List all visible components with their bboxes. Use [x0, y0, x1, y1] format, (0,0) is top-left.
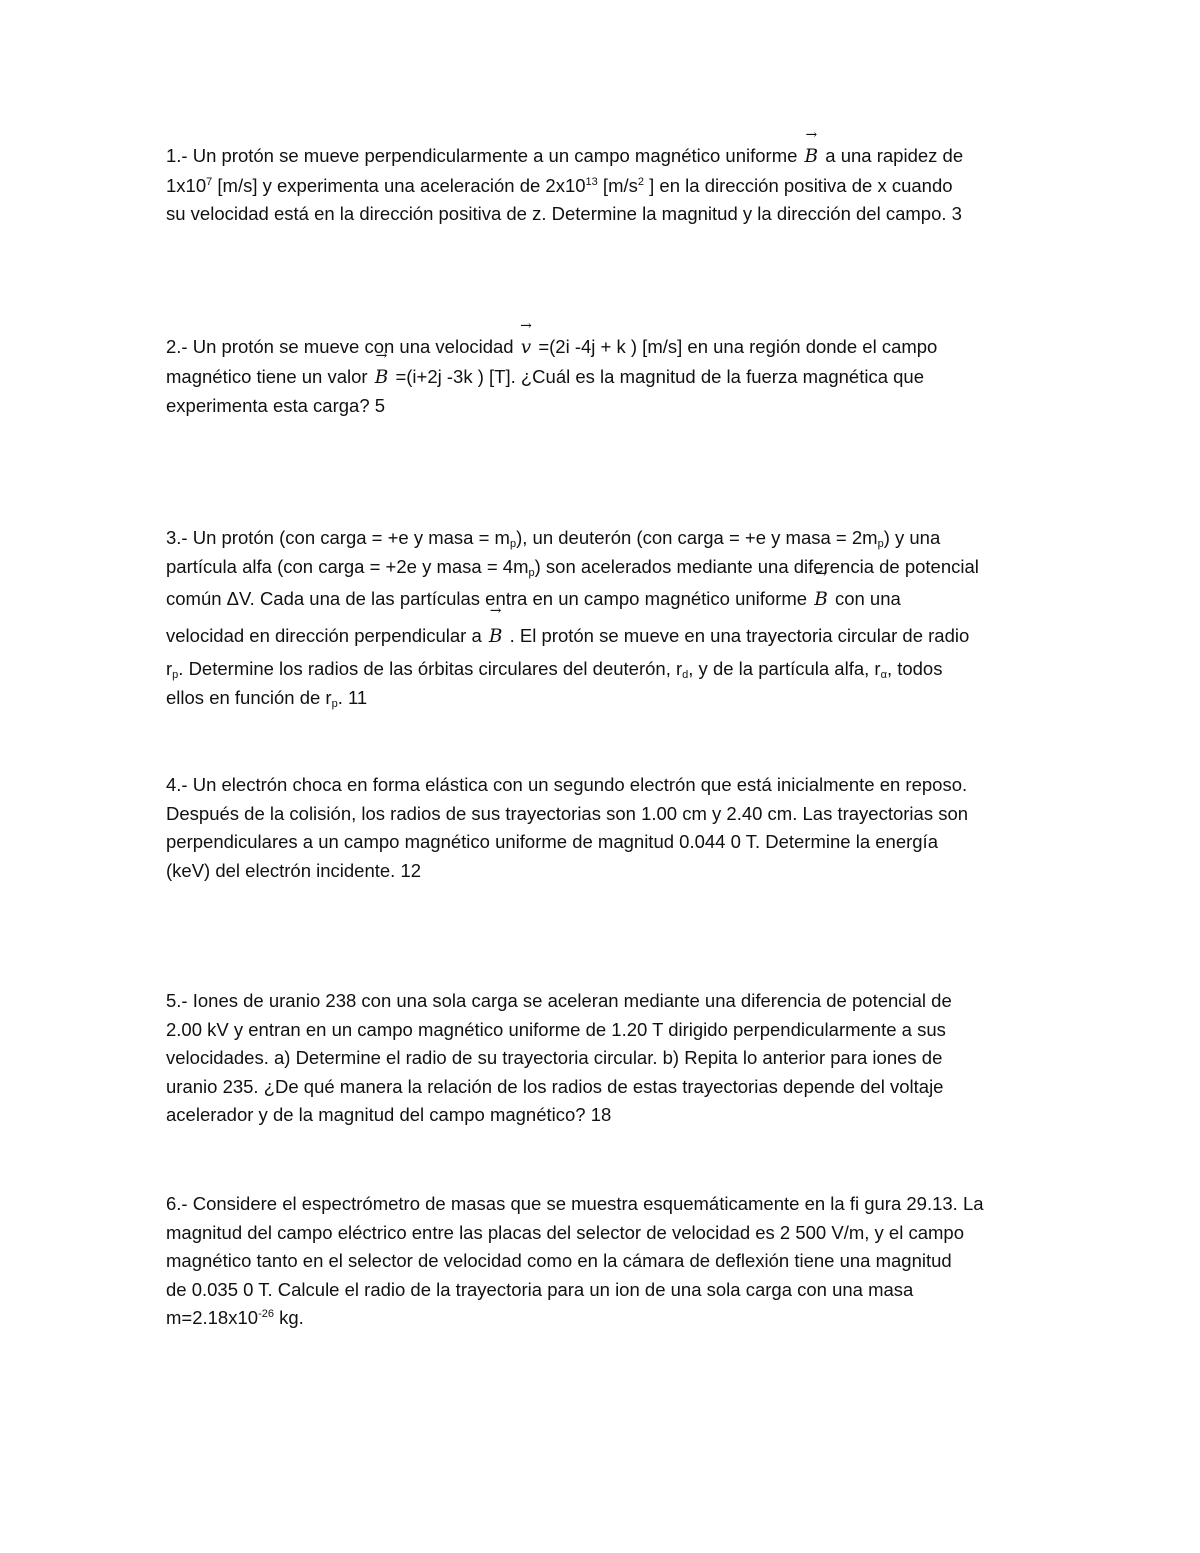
problem-4-line-2: Después de la colisión, los radios de sus trayectorias son 1.00 cm y 2.40 cm. Las trayectorias son	[166, 802, 969, 824]
text-run: . El protón se mueve en una trayectoria circular de radio	[504, 625, 970, 646]
vector-b-symbol: → B	[803, 143, 821, 172]
problem-4-line-3: perpendiculares a un campo magnético uniforme de magnitud 0.044 0 T. Determine la energía	[166, 831, 938, 852]
problem-1-line-1	[166, 142, 1046, 172]
subscript: p	[331, 697, 338, 710]
text-run: 3.- Un protón (con carga = +e y masa = m	[166, 527, 510, 548]
text-run: magnético tiene un valor	[166, 365, 373, 387]
text-run: m=2.18x10	[166, 1307, 259, 1328]
subscript: p	[528, 566, 535, 579]
vector-b-symbol: → B	[487, 619, 505, 655]
subscript: p	[877, 538, 884, 550]
problem-6-line-3: magnético tanto en el selector de velocidad como en la cámara de deflexión tiene una magnitud	[166, 1250, 952, 1271]
exponent: 13	[585, 175, 598, 188]
text-run: 2.- Un protón se mueve con una velocidad	[166, 336, 519, 357]
text-run: =(2i -4j + k ) [m/s] en una región donde el campo	[533, 336, 938, 357]
text-run: a una rapidez de	[820, 145, 964, 166]
vector-b-symbol: → B	[812, 582, 830, 618]
problem-6-line-2: magnitud del campo eléctrico entre las placas del selector de velocidad es 2 500 V/m, y el campo	[166, 1221, 964, 1243]
text-run: con una	[829, 588, 901, 609]
problem-5-line-5: acelerador y de la magnitud del campo magnético? 18	[166, 1104, 612, 1125]
exponent: 2	[637, 175, 645, 188]
subscript: α	[880, 669, 887, 681]
problem-6-line-4: de 0.035 0 T. Calcule el radio de la trayectoria para un ion de una sola carga con una masa	[166, 1278, 914, 1300]
problem-3-line-2	[166, 553, 1046, 582]
problem-4-line-1: 4.- Un electrón choca en forma elástica con un segundo electrón que está inicialmente en reposo.	[166, 774, 968, 795]
problem-3-line-6	[166, 684, 1046, 713]
subscript: d	[682, 669, 689, 681]
text-run: ) son acelerados mediante una diferencia de potencial	[534, 555, 979, 577]
text-run: común ΔV. Cada una de las partículas entra en un campo magnético uniforme	[166, 588, 813, 609]
problem-2-line-1	[166, 333, 1046, 363]
problem-3-line-1	[166, 524, 1046, 553]
problem-5-line-4: uranio 235. ¿De qué manera la relación de los radios de estas trayectorias depende del voltaje	[166, 1075, 944, 1097]
problem-5	[166, 987, 1046, 1130]
text-run: ), un deuterón (con carga = +e y masa = 2m	[516, 527, 878, 548]
vector-b-symbol: → B	[373, 364, 391, 393]
problem-6-line-5	[166, 1304, 1046, 1333]
text-run: [m/s	[597, 174, 638, 196]
text-run: ) y una	[883, 527, 941, 548]
problem-4	[166, 771, 1046, 885]
text-run: [m/s] y experimenta una aceleración de 2x10	[212, 174, 586, 196]
problem-5-line-2: 2.00 kV y entran en un campo magnético uniforme de 1.20 T dirigido perpendicularmente a sus	[166, 1018, 946, 1040]
text-run: r	[166, 658, 173, 679]
text-run: , todos	[886, 658, 943, 679]
text-run: partícula alfa (con carga = +2e y masa = 4m	[166, 555, 529, 577]
problem-2-line-2	[166, 363, 1046, 393]
text-run: =(i+2j -3k ) [T]. ¿Cuál es la magnitud de la fuerza magnética que	[390, 365, 925, 387]
text-run: . Determine los radios de las órbitas circulares del deuterón, r	[178, 658, 683, 679]
text-run: ellos en función de r	[166, 686, 332, 708]
problem-3-line-5	[166, 655, 1046, 684]
text-run: ] en la dirección positiva de x cuando	[644, 174, 953, 196]
problem-5-line-3: velocidades. a) Determine el radio de su trayectoria circular. b) Repita lo anterior para iones de	[166, 1047, 943, 1068]
problem-3-line-3	[166, 581, 1046, 618]
problem-4-line-4: (keV) del electrón incidente. 12	[166, 859, 422, 881]
problem-1-line-3: su velocidad está en la dirección positiva de z. Determine la magnitud y la dirección del campo. 3	[166, 203, 962, 224]
problem-1	[166, 142, 1046, 229]
exponent: 7	[206, 175, 213, 188]
problem-5-line-1: 5.- Iones de uranio 238 con una sola carga se aceleran mediante una diferencia de potencial de	[166, 990, 952, 1011]
problem-3	[166, 524, 1046, 712]
subscript: p	[172, 669, 179, 681]
text-run: , y de la partícula alfa, r	[688, 658, 881, 679]
problem-1-line-2	[166, 172, 1046, 201]
subscript: p	[509, 538, 517, 550]
problem-6-line-1: 6.- Considere el espectrómetro de masas que se muestra esquemáticamente en la fi gura 29.13. La	[166, 1193, 984, 1214]
problem-6	[166, 1190, 1046, 1333]
problem-2	[166, 333, 1046, 421]
vector-v-symbol: → v	[519, 334, 533, 363]
text-run: velocidad en dirección perpendicular a	[166, 625, 487, 646]
text-run: kg.	[273, 1307, 304, 1328]
text-run: . 11	[337, 686, 368, 708]
problem-3-line-4	[166, 618, 1046, 655]
text-run: 1.- Un protón se mueve perpendicularmente a un campo magnético uniforme	[166, 145, 803, 166]
text-run: 1x10	[166, 174, 207, 196]
problem-2-line-3: experimenta esta carga? 5	[166, 395, 386, 416]
exponent: -26	[258, 1308, 274, 1320]
